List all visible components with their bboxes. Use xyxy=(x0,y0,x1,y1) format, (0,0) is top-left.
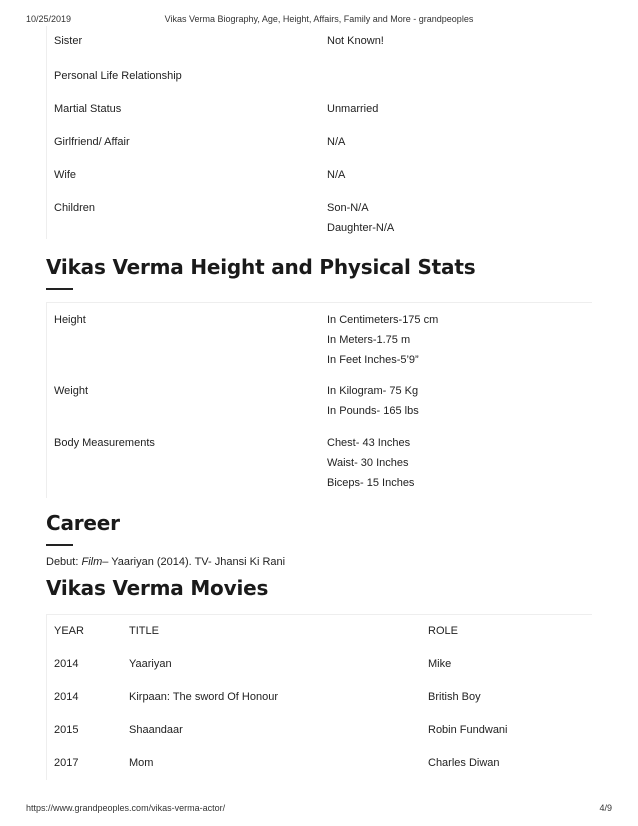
table-row xyxy=(47,747,592,780)
row-value: Unmarried xyxy=(327,102,379,115)
movie-role: Robin Fundwani xyxy=(428,724,508,736)
physical-stats-heading: Vikas Verma Height and Physical Stats xyxy=(46,255,476,279)
movies-heading: Vikas Verma Movies xyxy=(46,576,269,600)
movie-year: 2017 xyxy=(54,757,79,769)
row-value: In Meters-1.75 m xyxy=(327,334,411,346)
print-page-number: 4/9 xyxy=(599,803,612,813)
family-table xyxy=(46,26,592,239)
movie-role: Charles Diwan xyxy=(428,757,500,769)
movie-role: Mike xyxy=(428,658,452,670)
table-row xyxy=(47,59,592,92)
table-row xyxy=(47,26,592,59)
table-row xyxy=(47,303,592,376)
row-key: Wife xyxy=(54,168,76,181)
movie-title: Kirpaan: The sword Of Honour xyxy=(129,691,278,703)
row-value: Daughter-N/A xyxy=(327,222,395,234)
row-value: Biceps- 15 Inches xyxy=(327,477,415,489)
table-row xyxy=(47,158,592,191)
row-value: Chest- 43 Inches xyxy=(327,437,411,449)
row-value: In Feet Inches-5’9” xyxy=(327,354,419,366)
column-header-title: TITLE xyxy=(129,625,159,637)
movie-year: 2014 xyxy=(54,658,79,670)
table-row xyxy=(47,125,592,158)
table-header-row xyxy=(47,615,592,648)
article-content xyxy=(46,26,592,780)
movie-title: Shaandaar xyxy=(129,724,183,736)
row-value: In Kilogram- 75 Kg xyxy=(327,385,419,397)
table-row xyxy=(47,648,592,681)
career-heading: Career xyxy=(46,511,120,535)
row-value: Waist- 30 Inches xyxy=(327,457,409,469)
row-key: Personal Life Relationship xyxy=(54,69,182,82)
table-row xyxy=(47,376,592,428)
debut-label: Debut: xyxy=(46,556,82,568)
table-row xyxy=(47,191,592,239)
row-value: N/A xyxy=(327,135,346,148)
movie-title: Yaariyan xyxy=(129,658,172,670)
movie-title: Mom xyxy=(129,757,154,769)
row-key: Height xyxy=(54,314,86,326)
career-debut xyxy=(46,556,592,568)
print-footer xyxy=(0,803,638,815)
row-value: In Centimeters-175 cm xyxy=(327,314,439,326)
print-title: Vikas Verma Biography, Age, Height, Affairs, Family and More - grandpeoples xyxy=(164,14,474,24)
column-header-role: ROLE xyxy=(428,625,458,637)
table-row xyxy=(47,92,592,125)
row-key: Weight xyxy=(54,385,89,397)
movie-role: British Boy xyxy=(428,691,481,703)
table-row xyxy=(47,714,592,747)
movies-table xyxy=(46,614,592,780)
physical-stats-table xyxy=(46,302,592,498)
print-header xyxy=(0,14,638,26)
movie-year: 2014 xyxy=(54,691,79,703)
debut-film-label: Film xyxy=(81,556,103,568)
row-key: Body Measurements xyxy=(54,437,155,449)
column-header-year: YEAR xyxy=(54,625,84,637)
row-value: In Pounds- 165 lbs xyxy=(327,405,419,417)
row-key: Martial Status xyxy=(54,102,122,115)
row-key: Girlfriend/ Affair xyxy=(54,135,130,148)
table-row xyxy=(47,428,592,498)
row-value: N/A xyxy=(327,168,346,181)
row-value: Son-N/A xyxy=(327,202,369,214)
row-key: Children xyxy=(54,202,95,214)
print-date: 10/25/2019 xyxy=(26,14,72,24)
movie-year: 2015 xyxy=(54,724,79,736)
debut-text: – Yaariyan (2014). TV- Jhansi Ki Rani xyxy=(102,556,286,568)
row-key: Sister xyxy=(54,35,83,47)
row-value: Not Known! xyxy=(327,35,384,47)
print-url: https://www.grandpeoples.com/vikas-verma-actor/ xyxy=(26,803,226,813)
table-row xyxy=(47,681,592,714)
